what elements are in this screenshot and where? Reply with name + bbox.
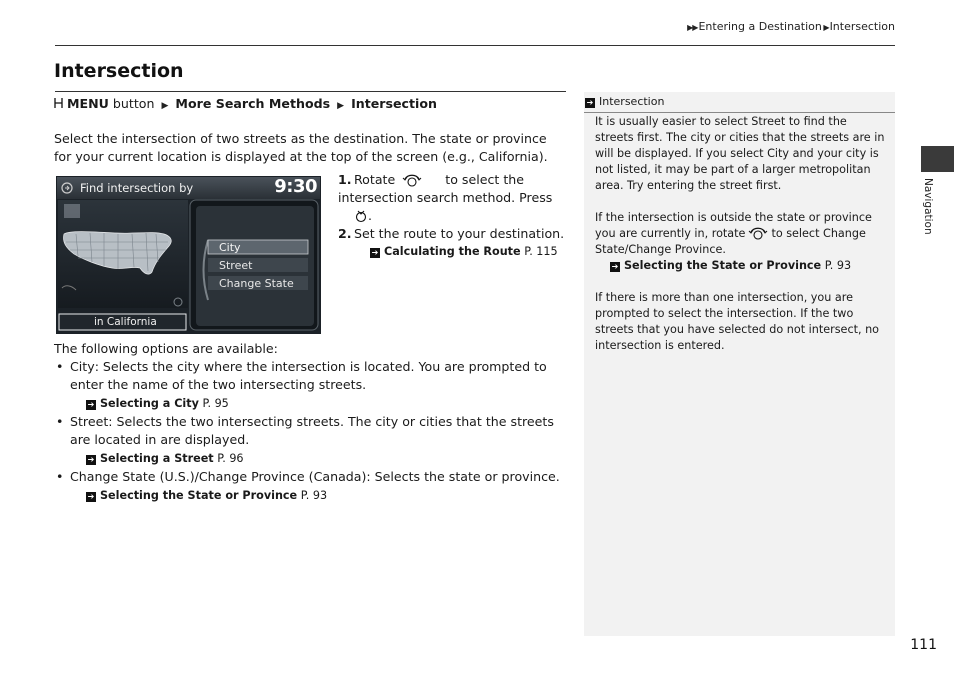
side-heading-text: Intersection (599, 95, 665, 108)
page-number: 111 (910, 637, 937, 653)
step-2-text: Set the route to your destination. (354, 226, 565, 241)
breadcrumb (687, 20, 895, 33)
menu-button-word: button (112, 96, 155, 111)
side-term: City (767, 147, 790, 160)
side-text: It is usually easier to select (595, 115, 752, 128)
option-mid: (U.S.)/ (155, 469, 199, 484)
path-arrow-icon: ▶ (337, 101, 345, 111)
side-text: to select (771, 227, 824, 240)
screen-menu-change-state: Change State (219, 277, 294, 290)
breadcrumb-arrow-icon: ▶▶ (687, 23, 698, 32)
xref-calculating-route[interactable] (338, 243, 568, 261)
side-term: Change Province (628, 243, 723, 256)
title-rule (55, 91, 566, 92)
menu-item-more-search: More Search Methods (175, 96, 331, 111)
chapter-tab-text: Navigation (922, 178, 934, 235)
menu-item-intersection: Intersection (351, 96, 437, 111)
xref-title: Selecting a City (100, 397, 199, 410)
option-term: Change State (70, 469, 156, 484)
screen-menu-street: Street (219, 259, 253, 272)
home-button-icon (54, 97, 63, 109)
interface-dial-icon (748, 226, 768, 240)
breadcrumb-arrow-icon: ▶ (821, 23, 829, 32)
xref-arrow-icon: ➔ (87, 400, 95, 409)
options-section (54, 340, 566, 505)
xref-page: P. 115 (524, 245, 558, 258)
side-term: Street (751, 115, 786, 128)
xref-selecting-city[interactable] (54, 394, 566, 413)
screen-clock: 9:30 (274, 176, 317, 197)
breadcrumb-parent: Entering a Destination (698, 20, 822, 33)
option-term: Street (70, 414, 109, 429)
interface-dial-icon (402, 173, 422, 187)
bullet-icon: • (56, 359, 64, 374)
xref-page: P. 96 (217, 452, 244, 465)
option-change-state (54, 468, 566, 486)
breadcrumb-current: Intersection (829, 20, 895, 33)
option-term-2: Change Province (198, 469, 305, 484)
step-1-text-b: to select the intersection search method. Press (338, 172, 553, 205)
nav-screen-graphic (56, 176, 321, 334)
option-text: (Canada): Selects the state or province. (304, 469, 560, 484)
side-note-heading (584, 92, 895, 113)
step-1 (338, 171, 568, 225)
xref-arrow-icon: ➔ (87, 492, 95, 501)
side-text: If the intersection is outside the state or province you are currently in, rotate (595, 211, 872, 240)
step-1-text-a: Rotate (354, 172, 396, 187)
option-text: : Selects the two intersecting streets. The city or cities that the streets are located in are displayed. (70, 414, 554, 447)
options-list (54, 358, 566, 505)
side-paragraph-2 (595, 210, 887, 258)
xref-title: Selecting a Street (100, 452, 214, 465)
chapter-tab-label (920, 178, 936, 244)
menu-path (54, 96, 437, 111)
side-paragraph-3: If there is more than one intersection, you are prompted to select the intersection. If the two streets that you have selected do not intersect, no intersection is entered. (595, 291, 880, 352)
side-text: and your city is not listed, it may be part of a larger metropolitan area. Try entering the street first. (595, 147, 879, 192)
option-street (54, 413, 566, 449)
chapter-tab-marker (921, 146, 954, 172)
note-marker-icon: ➔ (586, 98, 594, 107)
step-2 (338, 225, 568, 261)
bullet-icon: • (56, 414, 64, 429)
xref-page: P. 93 (824, 259, 852, 272)
xref-title: Selecting the State or Province (100, 489, 298, 502)
step-2-number: 2. (338, 226, 352, 241)
nav-screen-image (56, 176, 321, 334)
enter-press-icon (354, 209, 368, 223)
side-text: / (624, 243, 629, 256)
option-text: : Selects the city where the intersection is located. You are prompted to enter the name of the two intersecting streets. (70, 359, 547, 392)
menu-label: MENU (67, 96, 109, 111)
option-city (54, 358, 566, 394)
step-1-end: . (368, 208, 373, 223)
xref-arrow-icon: ➔ (87, 455, 95, 464)
step-1-number: 1. (338, 172, 352, 187)
xref-arrow-icon: ➔ (371, 248, 379, 257)
xref-selecting-state[interactable] (54, 486, 566, 505)
side-term: Change State (595, 227, 866, 256)
bullet-icon: • (56, 469, 64, 484)
screen-header-label: Find intersection by (80, 181, 194, 195)
header-rule (55, 45, 895, 46)
xref-title: Calculating the Route (384, 245, 521, 258)
xref-side-selecting-state[interactable] (595, 258, 887, 274)
screen-menu-city: City (219, 241, 241, 254)
side-text: . (722, 243, 726, 256)
steps (338, 171, 568, 261)
option-term: City (70, 359, 95, 374)
side-paragraph-1 (595, 114, 887, 194)
intro-paragraph: Select the intersection of two streets as the destination. The state or province for your current location is displayed at the top of the screen (e.g., California). (54, 131, 548, 164)
path-arrow-icon: ▶ (161, 101, 169, 111)
xref-selecting-street[interactable] (54, 449, 566, 468)
xref-arrow-icon: ➔ (611, 262, 619, 271)
xref-page: P. 93 (300, 489, 328, 502)
screen-footer-location: in California (94, 316, 157, 328)
side-note (584, 92, 895, 636)
options-lead: The following options are available: (54, 341, 278, 356)
xref-page: P. 95 (202, 397, 229, 410)
xref-title: Selecting the State or Province (624, 259, 822, 272)
side-text: to find the streets first. The city or cities that the streets are in will be displayed. If you select (595, 115, 885, 160)
page-title: Intersection (54, 60, 184, 82)
side-note-body (595, 114, 887, 370)
